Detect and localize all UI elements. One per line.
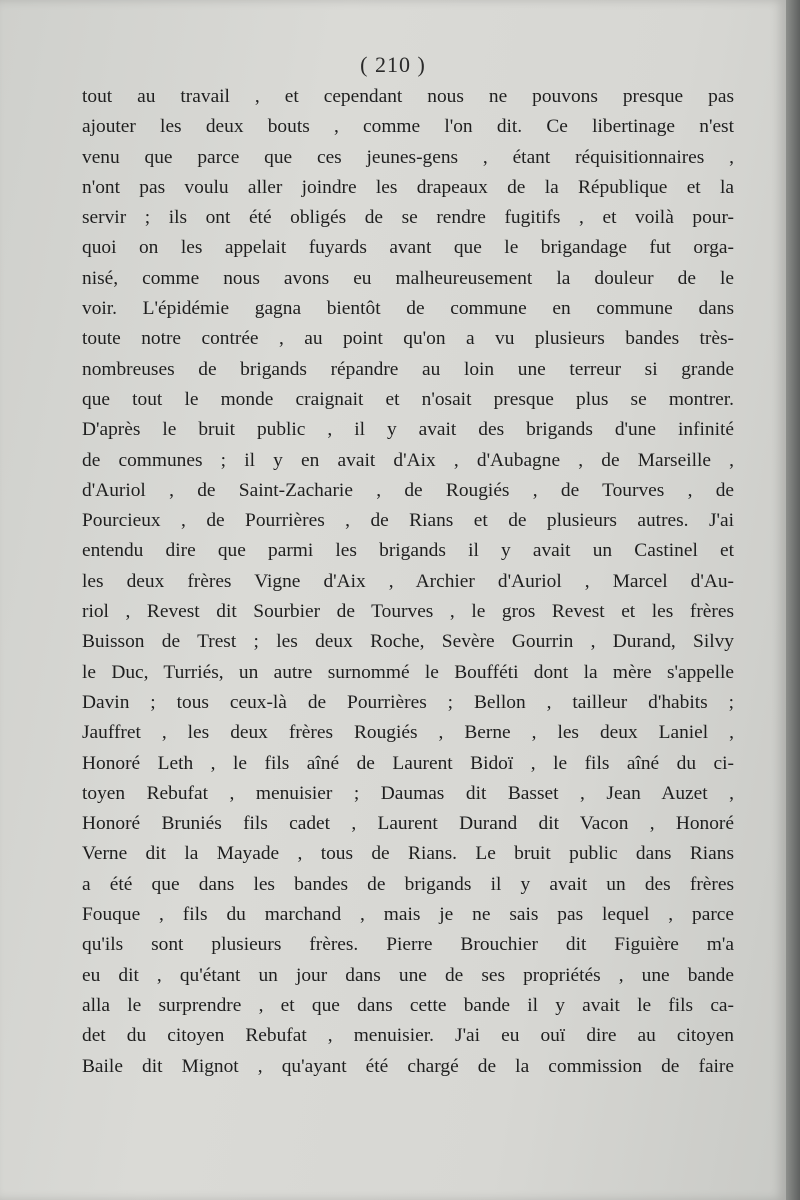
text-line: que tout le monde craignait et n'osait presque plus se montrer. [82,388,734,410]
text-line: servir ; ils ont été obligés de se rendre fugitifs , et voilà pour- [82,207,734,229]
text-line: les deux frères Vigne d'Aix , Archier d'Auriol , Marcel d'Au- [82,570,734,592]
text-line: voir. L'épidémie gagna bientôt de commune en commune dans [82,298,734,320]
text-line: d'Auriol , de Saint-Zacharie , de Rougiés , de Tourves , de [82,479,734,501]
text-line: n'ont pas voulu aller joindre les drapeaux de la République et la [82,176,734,198]
text-line: le Duc, Turriés, un autre surnommé le Boufféti dont la mère s'appelle [82,661,734,683]
text-line: det du citoyen Rebufat , menuisier. J'ai eu ouï dire au citoyen [82,1025,734,1047]
text-line: toyen Rebufat , menuisier ; Daumas dit Basset , Jean Auzet , [82,782,734,804]
text-line: venu que parce que ces jeunes-gens , étant réquisitionnaires , [82,146,734,168]
text-line: Pourcieux , de Pourrières , de Rians et de plusieurs autres. J'ai [82,510,734,532]
text-line: riol , Revest dit Sourbier de Tourves , le gros Revest et les frères [82,601,734,623]
text-line: Davin ; tous ceux-là de Pourrières ; Bellon , tailleur d'habits ; [82,691,734,713]
text-line: Honoré Bruniés fils cadet , Laurent Durand dit Vacon , Honoré [82,813,734,835]
text-line: alla le surprendre , et que dans cette bande il y avait le fils ca- [82,994,734,1016]
text-line: a été que dans les bandes de brigands il y avait un des frères [82,873,734,895]
text-line: ajouter les deux bouts , comme l'on dit. Ce libertinage n'est [82,116,734,138]
text-line: tout au travail , et cependant nous ne pouvons presque pas [82,86,734,107]
text-line: entendu dire que parmi les brigands il y avait un Castinel et [82,540,734,562]
text-line: eu dit , qu'étant un jour dans une de ses propriétés , une bande [82,964,734,986]
text-line: Fouque , fils du marchand , mais je ne sais pas lequel , parce [82,904,734,926]
page-number: ( 210 ) [360,52,426,77]
page-edge [786,0,800,1200]
text-line: de communes ; il y en avait d'Aix , d'Aubagne , de Marseille , [82,449,734,471]
text-line: Baile dit Mignot , qu'ayant été chargé de la commission de faire [82,1055,734,1077]
text-line: nombreuses de brigands répandre au loin une terreur si grande [82,358,734,380]
text-line: Honoré Leth , le fils aîné de Laurent Bidoï , le fils aîné du ci- [82,752,734,774]
text-line: Jauffret , les deux frères Rougiés , Berne , les deux Laniel , [82,722,734,744]
text-line: D'après le bruit public , il y avait des brigands d'une infinité [82,419,734,441]
text-line: toute notre contrée , au point qu'on a vu plusieurs bandes très- [82,328,734,350]
text-line: quoi on les appelait fuyards avant que le brigandage fut orga- [82,237,734,259]
text-line: Verne dit la Mayade , tous de Rians. Le bruit public dans Rians [82,843,734,865]
text-line: qu'ils sont plusieurs frères. Pierre Brouchier dit Figuière m'a [82,934,734,956]
text-line: Buisson de Trest ; les deux Roche, Sevère Gourrin , Durand, Silvy [82,631,734,653]
text-line: nisé, comme nous avons eu malheureusement la douleur de le [82,267,734,289]
body-text [82,82,734,1082]
